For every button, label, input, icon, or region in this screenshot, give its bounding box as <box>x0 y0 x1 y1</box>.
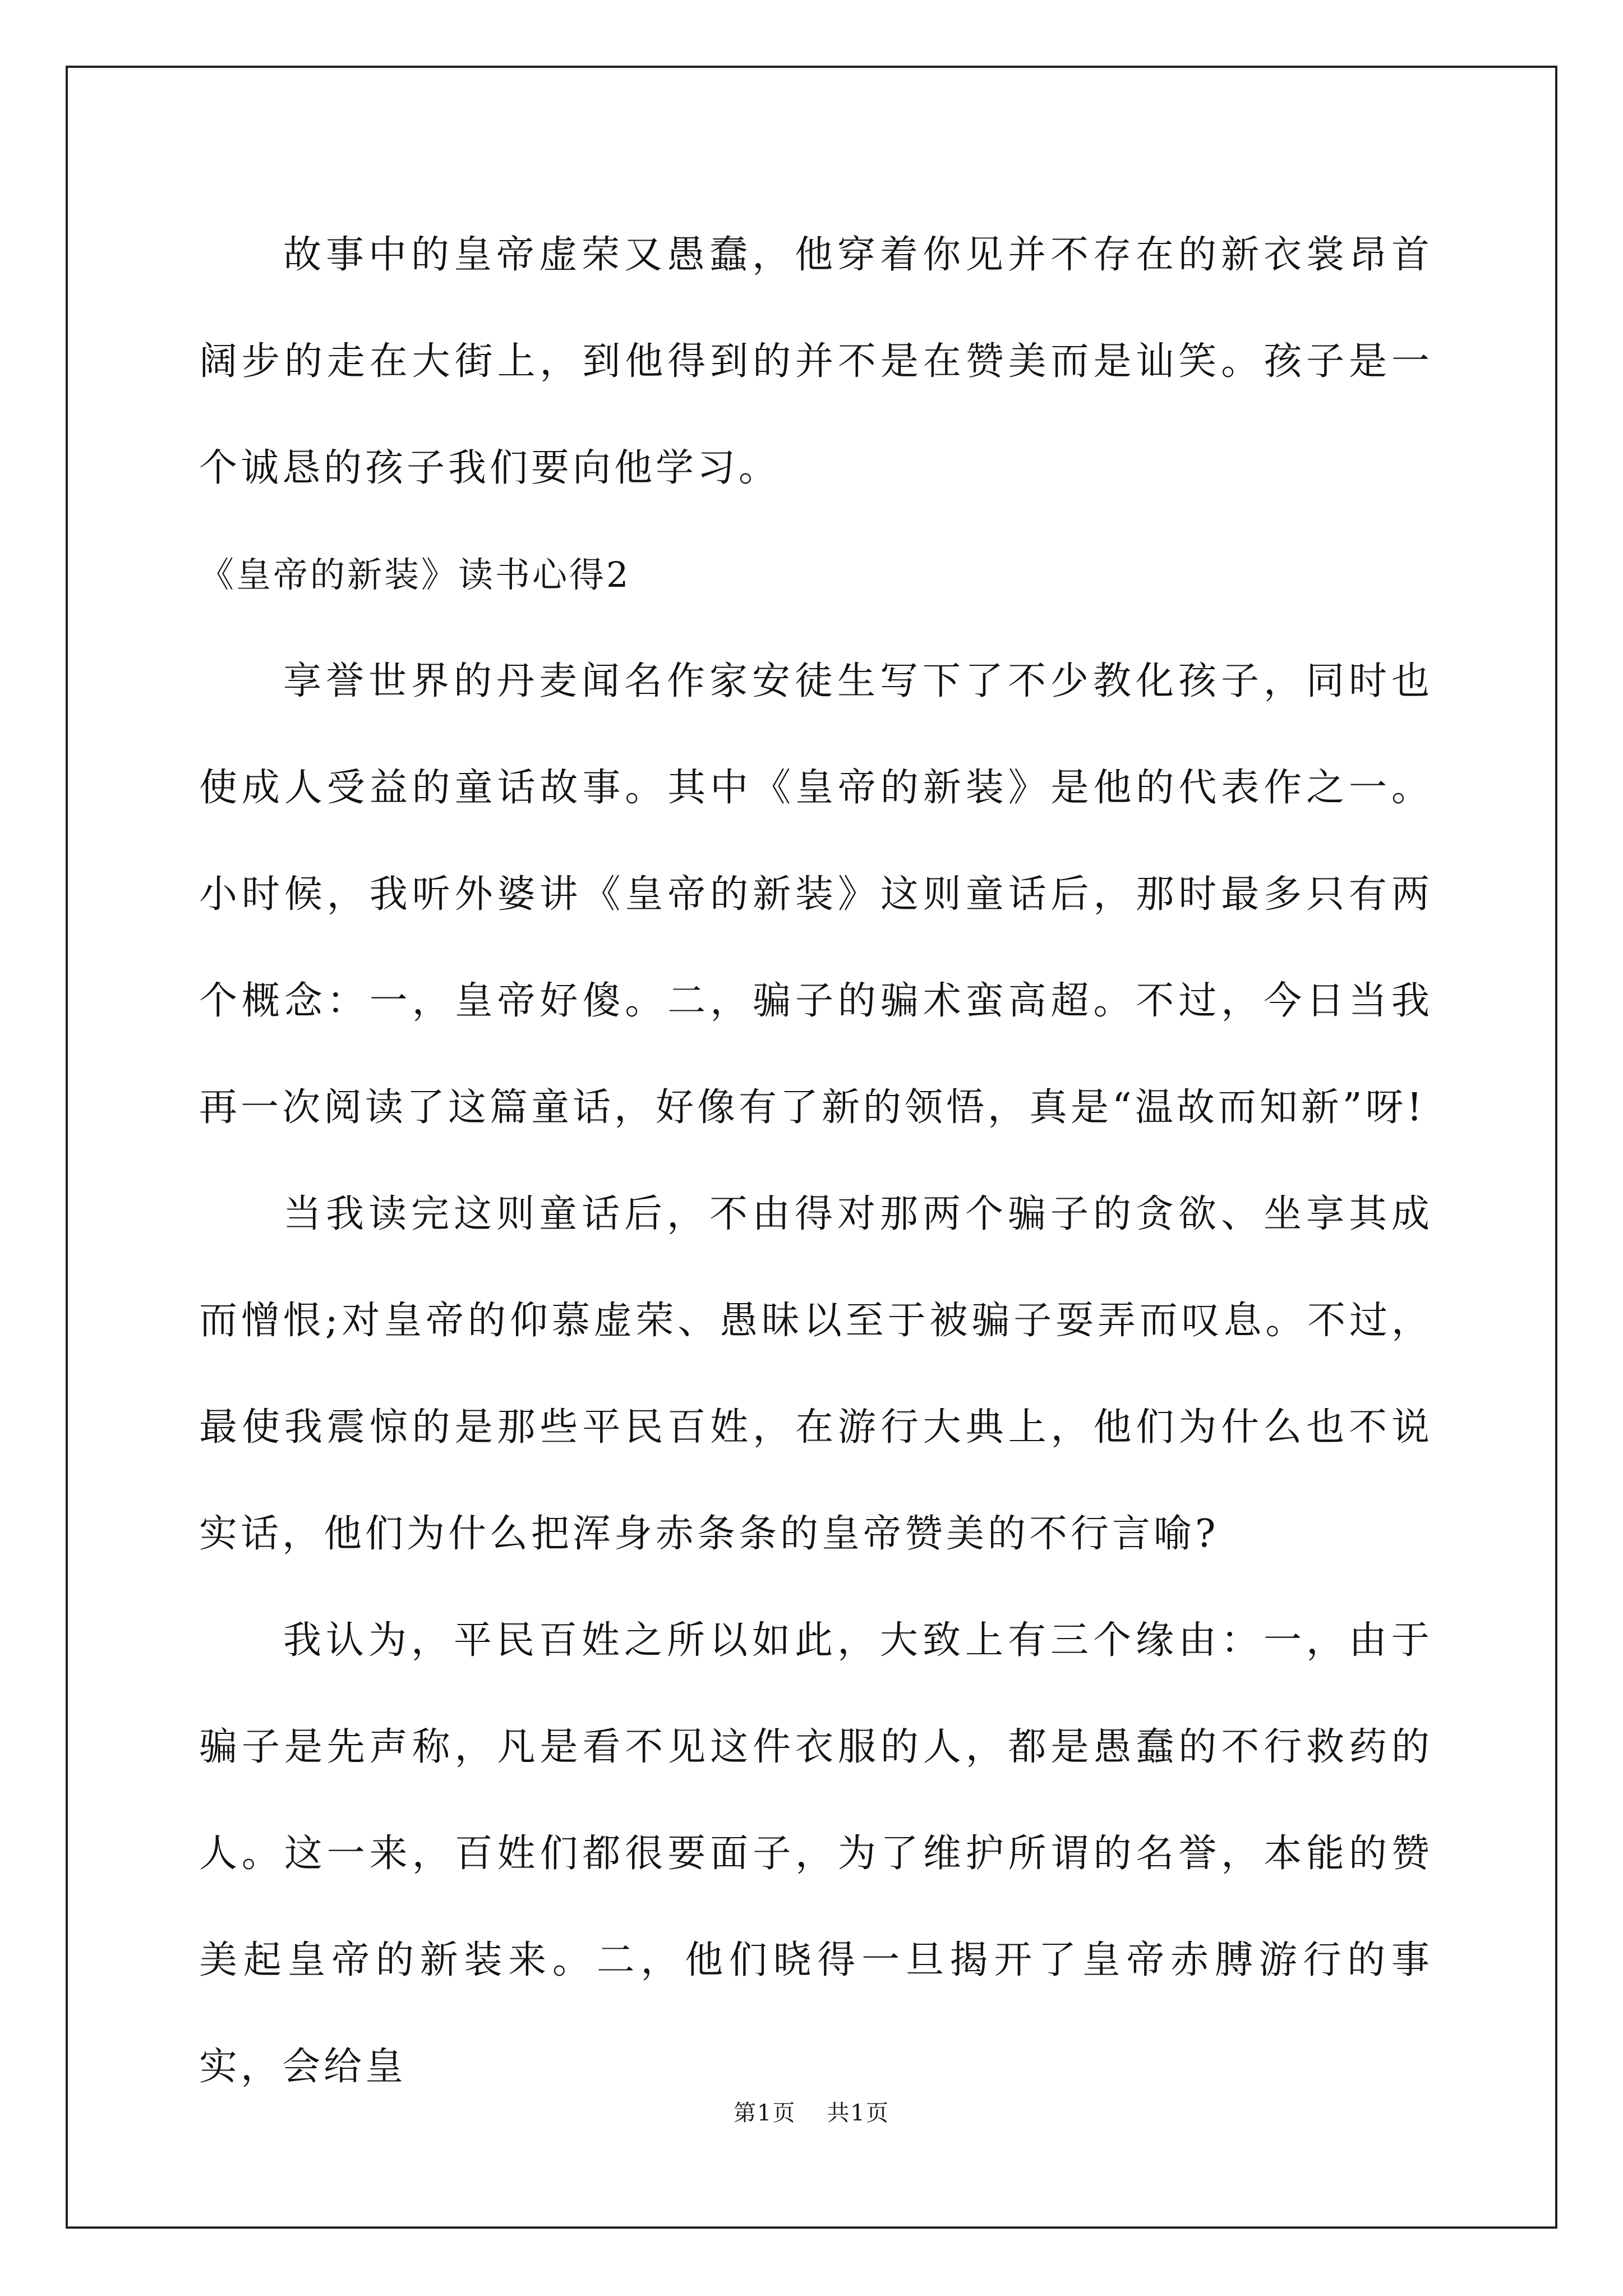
paragraph-3: 我认为，平民百姓之所以如此，大致上有三个缘由：一，由于骗子是先声称，凡是看不见这件衣服的人，都是愚蠢的不行救药的人。这一来，百姓们都很要面子，为了维护所谓的名誉，本能的赞美起皇帝的新装来。二，他们晓得一旦揭开了皇帝赤膊游行的事实，会给皇 <box>199 1618 1433 2089</box>
document-body <box>199 202 1433 2120</box>
section-heading: 《皇帝的新装》读书心得2 <box>199 554 631 595</box>
paragraph-intro: 故事中的皇帝虚荣又愚蠢，他穿着你见并不存在的新衣裳昂首阔步的走在大街上，到他得到的并不是在赞美而是讪笑。孩子是一个诚恳的孩子我们要向他学习。 <box>199 233 1433 490</box>
paragraph-2: 当我读完这则童话后，不由得对那两个骗子的贪欲、坐享其成而憎恨;对皇帝的仰慕虚荣、愚昧以至于被骗子耍弄而叹息。不过，最使我震惊的是那些平民百姓，在游行大典上，他们为什么也不说实话，他们为什么把浑身赤条条的皇帝赞美的不行言喻? <box>199 1192 1433 1556</box>
page-number: 第1页 <box>734 2100 796 2126</box>
paragraph-1: 享誉世界的丹麦闻名作家安徒生写下了不少教化孩子，同时也使成人受益的童话故事。其中《皇帝的新装》是他的代表作之一。小时候，我听外婆讲《皇帝的新装》这则童话后，那时最多只有两个概念：一，皇帝好傻。二，骗子的骗术蛮高超。不过，今日当我再一次阅读了这篇童话，好像有了新的领悟，真是“温故而知新”呀! <box>199 659 1433 1130</box>
page-footer <box>0 2095 1623 2127</box>
page-total: 共1页 <box>827 2100 889 2126</box>
